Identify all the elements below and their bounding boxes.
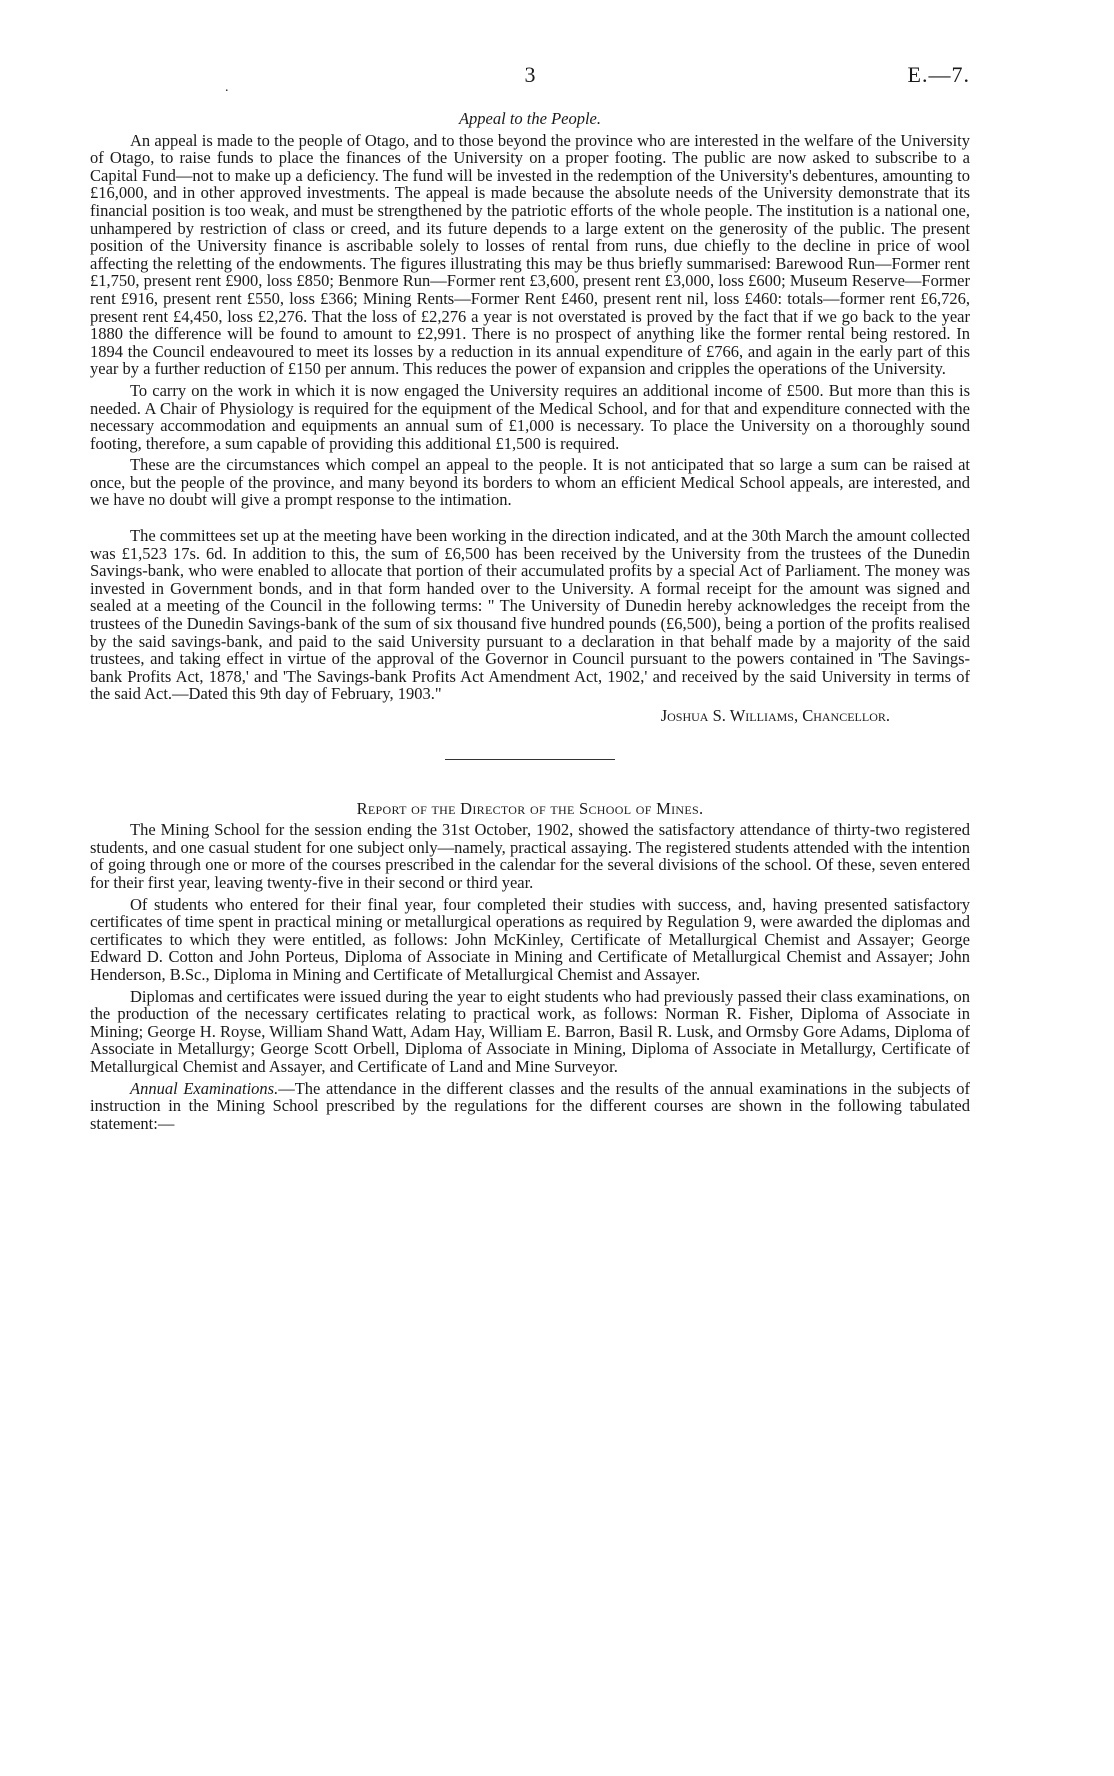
annual-examinations-text: —The attendance in the different classes and the results of the annual examinations in the subjects of instruction in the Mining School prescribed by the regulations for the different courses are shown in the following tabulated statement:— xyxy=(90,1078,970,1133)
section-divider xyxy=(445,759,615,760)
appeal-paragraph-2: To carry on the work in which it is now engaged the University requires an additional income of £500. But more than this is needed. A Chair of Physiology is required for the equipment of the Medical School, and for that and expenditure connected with the necessary accommodation and equipments an annual sum of £1,000 is necessary. To place the University on a thoroughly sound footing, therefore, a sum capable of providing this additional £1,500 is required. xyxy=(90,380,970,453)
page-number: 3 xyxy=(524,62,536,87)
mines-paragraph-1: The Mining School for the session ending the 31st October, 1902, showed the satisfactory attendance of thirty-two registered students, and one casual student for one subject only—namely, practical assaying. The registered students attended with the intention of going through one or more of the courses prescribed in the calendar for the several divisions of the school. Of these, seven entered for their first year, leaving twenty-five in their second or third year. xyxy=(90,820,970,892)
paragraph-gap xyxy=(90,513,970,527)
page-body xyxy=(90,110,970,1136)
mines-heading: Report of the Director of the School of Mines. xyxy=(356,798,704,818)
chancellor-signature: Joshua S. Williams, Chancellor. xyxy=(660,706,890,725)
annual-examinations-paragraph xyxy=(90,1080,970,1133)
mines-paragraph-2: Of students who entered for their final year, four completed their studies with success, and, having presented satisfactory certificates of time spent in practical mining or metallurgical operations as required by Regulation 9, were awarded the diplomas and certificates to which they were entitled, as follows: John McKinley, Certificate of Metallurgical Chemist and Assayer; George Edward D. Cotton and John Porteus, Diploma of Associate in Mining and Certificate of Metallurgical Chemist and Assayer; John Henderson, B.Sc., Diploma in Mining and Certificate of Metallurgical Chemist and Assayer. xyxy=(90,894,970,984)
stray-mark: . xyxy=(225,80,229,95)
appeal-paragraph-1: An appeal is made to the people of Otago, and to those beyond the province who are interested in the welfare of the University of Otago, to raise funds to place the finances of the University on a proper footing. The public are now asked to subscribe to a Capital Fund—not to make up a deficiency. The fund will be invested in the redemption of the University's debentures, amounting to £16,000, and in other approved investments. The appeal is made because the absolute needs of the University demonstrate that its financial position is too weak, and must be strengthened by the patriotic efforts of the whole people. The institution is a national one, unhampered by restriction of class or creed, and its future depends to a large extent on the generosity of the public. The present position of the University finance is ascribable solely to losses of rental from runs, due chiefly to the decline in price of wool affecting the reletting of the endowments. The figures illustrating this may be thus briefly summarised: Barewood Run—Former rent £1,750, present rent £900, loss £850; Benmore Run—Former rent £3,600, present rent £3,000, loss £600; Museum Reserve—Former rent £916, present rent £550, loss £366; Mining Rents—Former Rent £460, present rent nil, loss £460: totals—former rent £6,726, present rent £4,450, loss £2,276. That the loss of £2,276 a year is not overstated is proved by the fact that if we go back to the year 1880 the difference will be found to amount to £2,991. There is no prospect of anything like the former rental being restored. In 1894 the Council endeavoured to meet its losses by a reduction in its annual expenditure of £766, and again in the early part of this year by a further reduction of £150 per annum. This reduces the power of expansion and cripples the operations of the University. xyxy=(90,130,970,379)
document-reference: E.—7. xyxy=(907,62,970,87)
appeal-paragraph-3: These are the circumstances which compel an appeal to the people. It is not anticipated that so large a sum can be raised at once, but the people of the province, and many beyond its borders to whom an efficient Medical School appeals, are interested, and we have no doubt will give a prompt response to the intimation. xyxy=(90,455,970,510)
mines-paragraph-3: Diplomas and certificates were issued during the year to eight students who had previously passed their class examinations, on the production of the necessary certificates relating to practical work, as follows: Norman R. Fisher, Diploma of Associate in Mining; George H. Royse, William Shand Watt, Adam Hay, William E. Barron, Basil R. Lusk, and Ormsby Gore Adams, Diploma of Associate in Metallurgy; George Scott Orbell, Diploma of Associate in Mining, Diploma of Associate in Metallurgy, Certificate of Metallurgical Chemist and Assayer, and Certificate of Land and Mine Surveyor. xyxy=(90,986,970,1076)
committees-paragraph: The committees set up at the meeting have been working in the direction indicated, and at the 30th March the amount collected was £1,523 17s. 6d. In addition to this, the sum of £6,500 has been received by the University from the trustees of the Dunedin Savings-bank, who were enabled to allocate that portion of their accumulated profits by a special Act of Parliament. The money was invested in Government bonds, and in that form handed over to the University. A formal receipt for the amount was signed and sealed at a meeting of the Council in the following terms: " The University of Dunedin hereby acknowledges the receipt from the trustees of the Dunedin Savings-bank of the sum of six thousand five hundred pounds (£6,500), being a portion of the profits realised by the said savings-bank, and paid to the said University pursuant to a declaration in that behalf made by a majority of the said trustees, and taking effect in virtue of the approval of the Governor in Council pursuant to the powers contained in 'The Savings-bank Profits Act, 1878,' and 'The Savings-bank Profits Act Amendment Act, 1902,' and received by the said University in terms of the said Act.—Dated this 9th day of February, 1903." xyxy=(90,526,970,704)
appeal-heading: Appeal to the People. xyxy=(458,109,602,128)
annual-examinations-lead: Annual Examinations. xyxy=(130,1078,279,1098)
page-header xyxy=(90,62,970,95)
